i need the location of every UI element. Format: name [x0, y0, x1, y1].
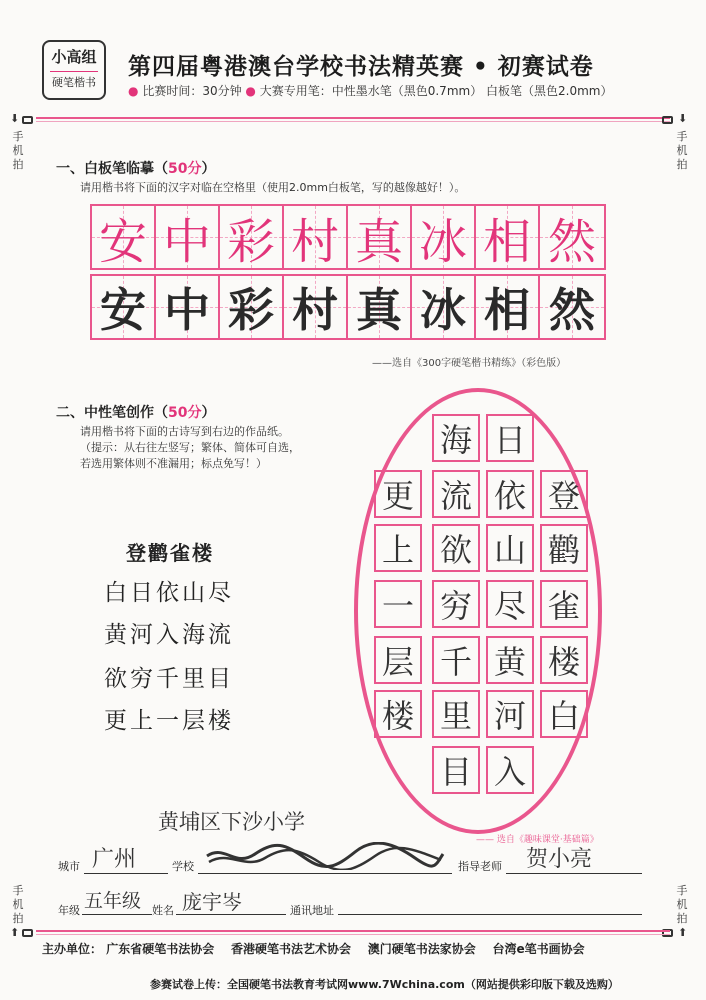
- school-label: 学校: [172, 860, 194, 873]
- side-label-top-right: 手机拍: [676, 130, 688, 171]
- poem-title: 登鹳雀楼: [126, 541, 214, 565]
- work-char-cell: 鹳: [540, 524, 588, 572]
- work-char-cell: 日: [486, 414, 534, 462]
- group-badge: [42, 40, 106, 100]
- work-char-cell: 尽: [486, 580, 534, 628]
- char: 真: [356, 283, 402, 337]
- pen-info: 大赛专用笔：中性墨水笔（黑色0.7mm） 白板笔（黑色2.0mm）: [259, 84, 613, 98]
- section1-title: 一、白板笔临摹（50分）: [56, 161, 216, 177]
- work-char-cell: 雀: [540, 580, 588, 628]
- teacher-label: 指导老师: [458, 860, 502, 873]
- side-label-bottom-left: 手机拍: [12, 884, 24, 925]
- practice-char-row: [90, 274, 606, 340]
- char: 村: [290, 213, 339, 270]
- model-char-cell: [348, 206, 412, 268]
- teacher-field-line: [506, 873, 642, 874]
- practice-char-cell: [220, 276, 284, 338]
- char: 村: [292, 283, 338, 337]
- page-title: 第四届粤港澳台学校书法精英赛 • 初赛试卷: [128, 54, 594, 80]
- poem-line: 黄河入海流: [104, 622, 234, 648]
- model-char-cell: [412, 206, 476, 268]
- name-field-line: [176, 914, 286, 915]
- work-char-cell: 黄: [486, 636, 534, 684]
- grade-label: 年级: [58, 904, 80, 917]
- work-char-cell: 目: [432, 746, 480, 794]
- upload-info[interactable]: 参赛试卷上传：全国硬笔书法教育考试网www.7Wchina.com（网站提供彩印版下载及选购）: [150, 978, 619, 991]
- bullet-icon: ●: [245, 84, 256, 98]
- practice-char-cell: [412, 276, 476, 338]
- work-char-cell: 欲: [432, 524, 480, 572]
- arrow-up-icon: ⬆: [10, 926, 20, 939]
- header-divider: [36, 117, 670, 119]
- school-field-line: [198, 873, 452, 874]
- address-label: 通讯地址: [290, 904, 334, 917]
- char: 冰: [418, 213, 467, 270]
- practice-char-cell: [540, 276, 604, 338]
- organizer-item: 澳门硬笔书法家协会: [367, 942, 476, 956]
- model-char-cell: [220, 206, 284, 268]
- section1-instruction: 请用楷书将下面的汉字对临在空格里（使用2.0mm白板笔，写的越像越好！）。: [80, 181, 466, 194]
- practice-char-cell: [92, 276, 156, 338]
- section2-source: —— 选自《趣味课堂·基础篇》: [476, 835, 599, 845]
- model-char-cell: [540, 206, 604, 268]
- char: 安: [98, 213, 147, 270]
- side-label-top-left: 手机拍: [12, 130, 24, 171]
- badge-style: 硬笔楷书: [52, 76, 96, 89]
- char: 安: [100, 283, 146, 337]
- poem-line: 欲穷千里目: [104, 666, 234, 692]
- teacher-value[interactable]: 贺小亮: [526, 847, 593, 872]
- work-char-cell: 山: [486, 524, 534, 572]
- char: 冰: [420, 283, 466, 337]
- section2-instruction: 请用楷书将下面的古诗写到右边的作品纸。 （提示：从右往左竖写；繁体、简体可自选， 若选用繁体则不准漏用；标点免写！）: [80, 425, 300, 470]
- model-char-cell: [284, 206, 348, 268]
- work-char-cell: 登: [540, 470, 588, 518]
- practice-char-cell: [348, 276, 412, 338]
- work-char-cell: 楼: [374, 690, 422, 738]
- section1-source: ——选自《300字硬笔楷书精练》（彩色版）: [372, 358, 567, 369]
- work-char-cell: 入: [486, 746, 534, 794]
- camera-icon: [22, 929, 33, 937]
- work-char-cell: 楼: [540, 636, 588, 684]
- work-char-cell: 更: [374, 470, 422, 518]
- work-char-cell: 穷: [432, 580, 480, 628]
- exam-info: [128, 82, 612, 99]
- char: 中: [164, 283, 210, 337]
- char: 然: [547, 213, 596, 270]
- char: 彩: [226, 213, 275, 270]
- work-char-cell: 上: [374, 524, 422, 572]
- char: 然: [548, 283, 595, 337]
- work-char-cell: 一: [374, 580, 422, 628]
- address-field-line[interactable]: [338, 914, 642, 915]
- work-char-cell: 千: [432, 636, 480, 684]
- footer-divider-thin: [36, 934, 670, 935]
- footer-divider: [36, 930, 670, 932]
- model-char-cell: [156, 206, 220, 268]
- camera-icon: [22, 116, 33, 124]
- name-label: 姓名: [152, 904, 174, 917]
- grade-value[interactable]: 五年级: [84, 890, 142, 912]
- work-char-cell: 白: [540, 690, 588, 738]
- practice-char-cell: [156, 276, 220, 338]
- arrow-down-icon: ⬇: [10, 112, 20, 125]
- time-info: 比赛时间：30分钟: [142, 84, 242, 98]
- model-char-cell: [92, 206, 156, 268]
- arrow-down-icon: ⬇: [678, 112, 688, 125]
- bullet-icon: ●: [128, 84, 139, 98]
- city-field-line: [84, 873, 168, 874]
- section2-title: 二、中性笔创作（50分）: [56, 405, 216, 421]
- school-value[interactable]: 黄埔区下沙小学: [158, 810, 305, 834]
- city-label: 城市: [58, 860, 80, 873]
- char: 真: [354, 213, 403, 270]
- poem-line: 更上一层楼: [104, 708, 234, 734]
- camera-icon: [662, 116, 673, 124]
- grade-field-line: [82, 914, 152, 915]
- work-char-cell: 海: [432, 414, 480, 462]
- organizers: 主办单位： 广东省硬笔书法协会 香港硬笔书法艺术协会 澳门硬笔书法家协会 台湾e笔书画协会: [42, 942, 585, 956]
- practice-char-cell: [476, 276, 540, 338]
- name-value[interactable]: 庞宇岑: [182, 890, 242, 914]
- work-char-cell: 流: [432, 470, 480, 518]
- work-char-cell: 河: [486, 690, 534, 738]
- char: 中: [162, 213, 211, 270]
- header-divider-thin: [36, 121, 670, 122]
- model-char-row: [90, 204, 606, 270]
- arrow-up-icon: ⬆: [678, 926, 688, 939]
- work-char-cell: 层: [374, 636, 422, 684]
- poem-line: 白日依山尽: [104, 580, 234, 606]
- work-char-cell: 依: [486, 470, 534, 518]
- badge-group: 小高组: [50, 46, 98, 72]
- organizer-item: 香港硬笔书法艺术协会: [230, 942, 351, 956]
- model-char-cell: [476, 206, 540, 268]
- char: 彩: [228, 283, 274, 337]
- side-label-bottom-right: 手机拍: [676, 884, 688, 925]
- organizer-item: 台湾e笔书画协会: [492, 942, 585, 956]
- char: 相: [482, 213, 531, 270]
- char: 相: [484, 283, 530, 337]
- scribble-mark: [205, 842, 445, 870]
- organizer-item: 广东省硬笔书法协会: [106, 942, 215, 956]
- city-value[interactable]: 广州: [92, 847, 137, 872]
- practice-char-cell: [284, 276, 348, 338]
- work-char-cell: 里: [432, 690, 480, 738]
